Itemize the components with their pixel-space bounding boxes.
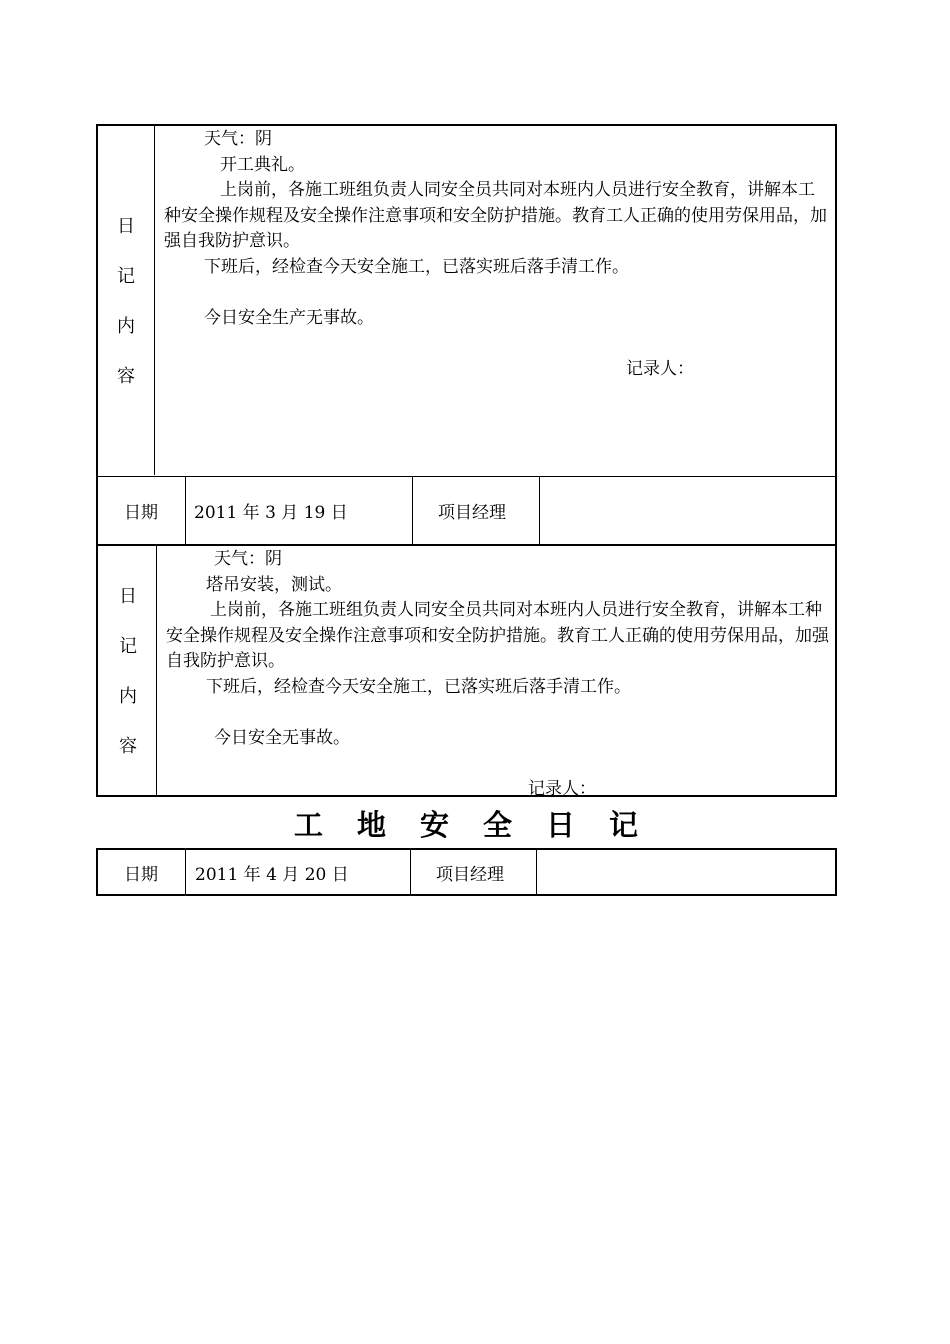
entry-2-event: 塔吊安装，测试。 [206, 574, 342, 595]
entry-1-divider [154, 126, 155, 475]
entry-2-divider [156, 546, 157, 795]
entry-1-side-label: 日 记 内 容 [117, 216, 135, 387]
date-row-2 [96, 848, 837, 896]
entry-1-content [164, 127, 830, 382]
date-row-1 [98, 477, 835, 544]
manager-label: 项目经理 [438, 503, 506, 523]
entry-2-paragraph-1: 上岗前，各施工班组负责人同安全员共同对本班内人员进行安全教育，讲解本工种安全操作规程及安全操作注意事项和安全防护措施。教育工人正确的使用劳保用品，加强自我防护意识。 [166, 600, 829, 671]
date-label-2: 日期 [124, 864, 158, 885]
entry-2-weather: 天气：阴 [214, 549, 282, 569]
entry-1-recorder: 记录人： [626, 358, 694, 379]
entry-2-content [166, 547, 830, 802]
entry-1-paragraph-2: 下班后，经检查今天安全施工，已落实班后落手清工作。 [204, 256, 629, 277]
entry-1-weather: 天气：阴 [204, 129, 272, 149]
diary-entry-2 [96, 544, 837, 797]
manager-label-2: 项目经理 [436, 864, 504, 885]
date-label: 日期 [124, 503, 158, 523]
date-value-2: 2011 年 4 月 20 日 [195, 864, 349, 885]
diary-entry-1 [96, 124, 837, 546]
entry-2-side-label: 日 记 内 容 [119, 586, 137, 757]
entry-1-paragraph-1: 上岗前，各施工班组负责人同安全员共同对本班内人员进行安全教育，讲解本工种安全操作规程及安全操作注意事项和安全防护措施。教育工人正确的使用劳保用品，加强自我防护意识。 [164, 180, 827, 251]
date-value: 2011 年 3 月 19 日 [194, 503, 348, 523]
entry-1-summary: 今日安全生产无事故。 [204, 307, 374, 328]
entry-2-summary: 今日安全无事故。 [214, 727, 350, 748]
entry-2-paragraph-2: 下班后，经检查今天安全施工，已落实班后落手清工作。 [206, 676, 631, 697]
entry-1-event: 开工典礼。 [220, 154, 305, 175]
entry-2-recorder: 记录人： [528, 778, 596, 799]
page-title: 工地安全日记 [293, 808, 672, 842]
